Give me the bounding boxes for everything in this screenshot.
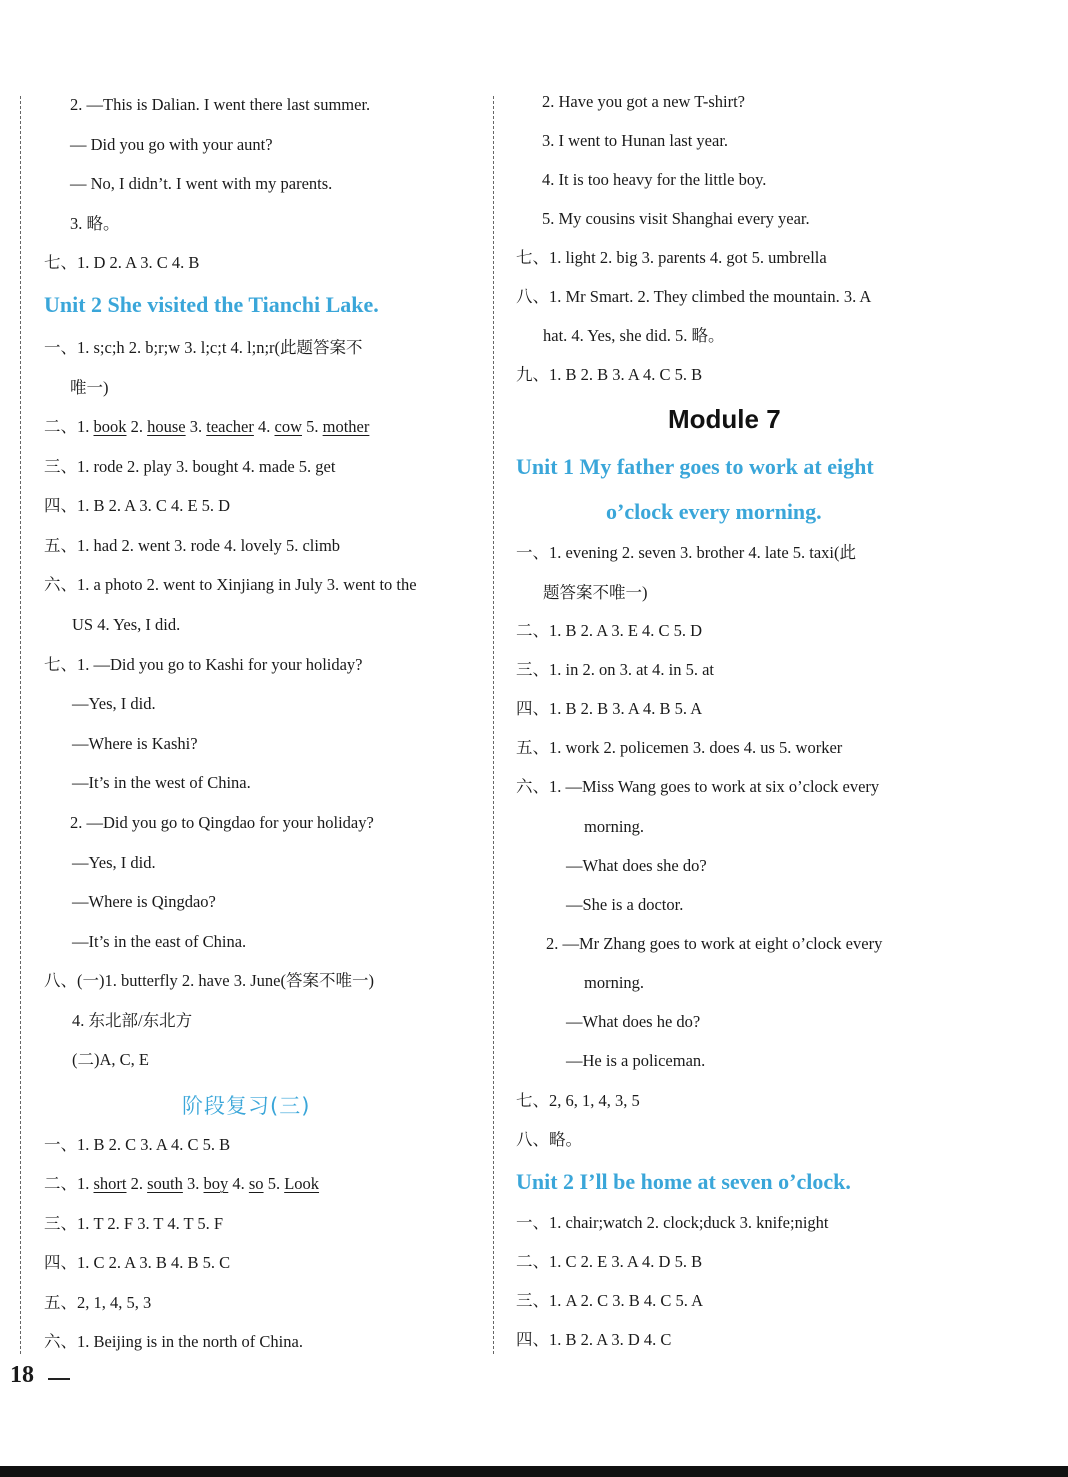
right-line: hat. 4. Yes, she did. 5. 略。 (543, 326, 725, 345)
answer-prefix: 2. (126, 417, 148, 436)
unit-2-title: Unit 2 She visited the Tianchi Lake. (44, 292, 379, 317)
left-line: 一、1. B 2. C 3. A 4. C 5. B (44, 1135, 231, 1154)
left-line: 八、(一)1. butterfly 2. have 3. June(答案不唯一) (44, 971, 374, 990)
left-line: 七、1. D 2. A 3. C 4. B (44, 253, 200, 272)
left-line: 六、1. a photo 2. went to Xinjiang in July 3. went to the (44, 575, 417, 594)
right-line: 5. My cousins visit Shanghai every year. (542, 209, 810, 228)
left-line: (二)A, C, E (72, 1050, 149, 1069)
underlined-word: short (93, 1174, 127, 1193)
right-line: 六、1. —Miss Wang goes to work at six o’clock every (516, 777, 880, 796)
page-number: 18 (10, 1362, 34, 1388)
underlined-word: mother (322, 417, 370, 436)
left-line: 2. —Did you go to Qingdao for your holiday? (70, 813, 374, 832)
underlined-answer-line (44, 1173, 319, 1195)
stage-review-title: 阶段复习(三) (182, 1094, 311, 1118)
right-line: 三、1. A 2. C 3. B 4. C 5. A (516, 1291, 704, 1310)
center-dashed-divider (493, 96, 494, 1354)
right-line: 一、1. chair;watch 2. clock;duck 3. knife;night (516, 1213, 829, 1232)
answer-prefix: 2. (126, 1174, 148, 1193)
right-line: 题答案不唯一) (543, 583, 648, 602)
right-line: —What does he do? (566, 1012, 701, 1031)
answer-prefix: 3. (182, 1174, 204, 1193)
left-line: 4. 东北部/东北方 (72, 1011, 193, 1030)
left-line: — Did you go with your aunt? (70, 135, 273, 154)
left-line: 唯一) (70, 378, 109, 397)
left-line: US 4. Yes, I did. (72, 615, 181, 634)
left-dashed-divider (20, 96, 21, 1354)
unit-2-title-module-7: Unit 2 I’ll be home at seven o’clock. (516, 1169, 851, 1194)
underlined-word: cow (274, 417, 302, 436)
right-line: morning. (584, 817, 645, 836)
right-line: 五、1. work 2. policemen 3. does 4. us 5. worker (516, 738, 843, 757)
underlined-word: so (248, 1174, 264, 1193)
answer-prefix: 4. (253, 417, 275, 436)
left-line: —Yes, I did. (72, 694, 156, 713)
right-line: 八、略。 (516, 1130, 582, 1149)
page-number-dash (48, 1378, 70, 1380)
left-line: 五、1. had 2. went 3. rode 4. lovely 5. climb (44, 536, 341, 555)
answer-prefix: 4. (228, 1174, 249, 1193)
left-line: —It’s in the west of China. (72, 773, 251, 792)
right-line: 四、1. B 2. A 3. D 4. C (516, 1330, 672, 1349)
right-line: 一、1. evening 2. seven 3. brother 4. late 5. taxi(此 (516, 543, 856, 562)
underlined-word: book (93, 417, 127, 436)
right-line: 七、2, 6, 1, 4, 3, 5 (516, 1091, 640, 1110)
left-line: —Where is Kashi? (72, 734, 198, 753)
answer-prefix: 二、1. (44, 417, 94, 436)
right-line: 七、1. light 2. big 3. parents 4. got 5. umbrella (516, 248, 827, 267)
scan-bottom-edge (0, 1466, 1068, 1477)
right-line: 二、1. C 2. E 3. A 4. D 5. B (516, 1252, 703, 1271)
left-line: —Yes, I did. (72, 853, 156, 872)
answer-prefix: 二、1. (44, 1174, 94, 1193)
left-line: 2. —This is Dalian. I went there last summer. (70, 95, 371, 114)
underlined-word: boy (203, 1174, 229, 1193)
right-line: 3. I went to Hunan last year. (542, 131, 729, 150)
module-7-title: Module 7 (668, 404, 781, 434)
right-line: 2. —Mr Zhang goes to work at eight o’clock every (546, 934, 883, 953)
left-line: 五、2, 1, 4, 5, 3 (44, 1293, 152, 1312)
right-line: 三、1. in 2. on 3. at 4. in 5. at (516, 660, 714, 679)
left-line: 六、1. Beijing is in the north of China. (44, 1332, 303, 1351)
underlined-answer-line (44, 416, 369, 438)
left-line: —It’s in the east of China. (72, 932, 247, 951)
unit-1-title: Unit 1 My father goes to work at eight (516, 454, 874, 479)
right-line: 二、1. B 2. A 3. E 4. C 5. D (516, 621, 703, 640)
underlined-word: south (147, 1174, 183, 1193)
right-line: 4. It is too heavy for the little boy. (542, 170, 767, 189)
left-line: 三、1. T 2. F 3. T 4. T 5. F (44, 1214, 224, 1233)
left-line: 七、1. —Did you go to Kashi for your holiday? (44, 655, 363, 674)
right-line: —She is a doctor. (566, 895, 684, 914)
left-line: 四、1. C 2. A 3. B 4. B 5. C (44, 1253, 231, 1272)
underlined-word: house (147, 417, 186, 436)
right-line: 九、1. B 2. B 3. A 4. C 5. B (516, 365, 703, 384)
right-line: 八、1. Mr Smart. 2. They climbed the mountain. 3. A (516, 287, 872, 306)
underlined-word: teacher (206, 417, 254, 436)
left-line: 三、1. rode 2. play 3. bought 4. made 5. get (44, 457, 336, 476)
right-line: morning. (584, 973, 645, 992)
answer-prefix: 5. (263, 1174, 285, 1193)
answer-prefix: 3. (185, 417, 207, 436)
right-line: —What does she do? (566, 856, 707, 875)
left-line: 3. 略。 (70, 214, 120, 233)
left-line: 一、1. s;c;h 2. b;r;w 3. l;c;t 4. l;n;r(此题答案不 (44, 338, 363, 357)
right-line: —He is a policeman. (566, 1051, 706, 1070)
unit-1-title-continued: o’clock every morning. (606, 499, 822, 524)
left-line: — No, I didn’t. I went with my parents. (70, 174, 333, 193)
answer-prefix: 5. (302, 417, 323, 436)
right-line: 2. Have you got a new T-shirt? (542, 92, 746, 111)
right-line: 四、1. B 2. B 3. A 4. B 5. A (516, 699, 703, 718)
left-line: 四、1. B 2. A 3. C 4. E 5. D (44, 496, 231, 515)
underlined-word: Look (284, 1174, 320, 1193)
left-line: —Where is Qingdao? (72, 892, 216, 911)
